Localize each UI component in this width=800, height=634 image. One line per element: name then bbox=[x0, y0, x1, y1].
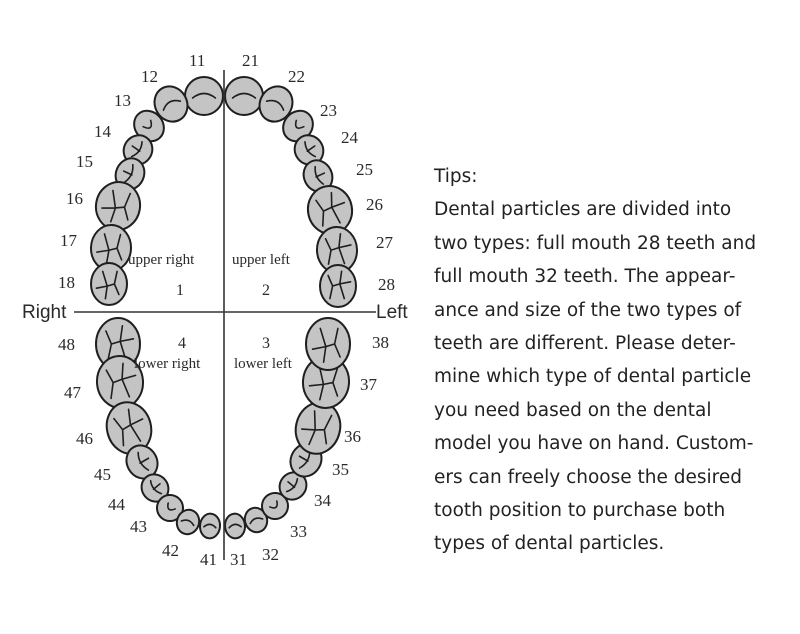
tips-line: tooth position to purchase both bbox=[434, 500, 726, 522]
right-side-label: Right bbox=[22, 302, 67, 323]
quadrant-upper-left-label: upper left bbox=[232, 252, 290, 268]
quadrant-4-number: 4 bbox=[178, 335, 186, 352]
tooth-number-46: 46 bbox=[76, 429, 93, 448]
tooth-number-26: 26 bbox=[366, 195, 383, 214]
tooth-number-28: 28 bbox=[378, 275, 395, 294]
tooth-number-37: 37 bbox=[360, 375, 377, 394]
tooth-number-16: 16 bbox=[66, 189, 83, 208]
tooth-number-31: 31 bbox=[230, 550, 247, 569]
quadrant-lower-right-label: lower right bbox=[134, 356, 201, 372]
left-side-label: Left bbox=[376, 302, 408, 323]
tooth-number-27: 27 bbox=[376, 233, 393, 252]
tips-line: teeth are different. Please deter- bbox=[434, 333, 736, 355]
tooth-41 bbox=[199, 513, 221, 539]
tooth-number-24: 24 bbox=[341, 128, 358, 147]
tooth-18 bbox=[91, 263, 127, 305]
tooth-number-25: 25 bbox=[356, 160, 373, 179]
quadrant-3-number: 3 bbox=[262, 335, 270, 352]
tips-line: you need based on the dental bbox=[434, 399, 712, 421]
tooth-number-11: 11 bbox=[189, 51, 206, 70]
tooth-21 bbox=[225, 77, 263, 115]
tooth-11 bbox=[185, 77, 223, 115]
tooth-number-44: 44 bbox=[108, 495, 125, 514]
quadrant-upper-right-label: upper right bbox=[128, 252, 195, 268]
tooth-number-13: 13 bbox=[114, 91, 131, 110]
quadrant-2-number: 2 bbox=[262, 282, 270, 299]
tooth-number-23: 23 bbox=[320, 101, 337, 120]
tips-line: ers can freely choose the desired bbox=[434, 466, 742, 488]
tooth-number-35: 35 bbox=[332, 460, 349, 479]
tips-line: two types: full mouth 28 teeth and bbox=[434, 232, 757, 254]
tooth-number-43: 43 bbox=[130, 517, 147, 536]
tooth-number-32: 32 bbox=[262, 545, 279, 564]
tooth-38 bbox=[306, 318, 350, 370]
tooth-number-45: 45 bbox=[94, 465, 111, 484]
tips-line: Dental particles are divided into bbox=[434, 199, 732, 221]
tooth-number-41: 41 bbox=[200, 550, 217, 569]
tooth-number-42: 42 bbox=[162, 541, 179, 560]
tooth-number-48: 48 bbox=[58, 335, 75, 354]
tips-line: mine which type of dental particle bbox=[434, 366, 752, 388]
tooth-number-36: 36 bbox=[344, 427, 361, 446]
tips-line: model you have on hand. Custom- bbox=[434, 433, 754, 455]
tooth-number-18: 18 bbox=[58, 273, 75, 292]
quadrant-lower-left-label: lower left bbox=[234, 356, 292, 372]
tooth-31 bbox=[224, 513, 246, 539]
quadrant-1-number: 1 bbox=[176, 282, 184, 299]
tooth-number-15: 15 bbox=[76, 152, 93, 171]
tooth-number-17: 17 bbox=[60, 231, 77, 250]
tips-line: types of dental particles. bbox=[434, 533, 665, 555]
tooth-number-34: 34 bbox=[314, 491, 331, 510]
tooth-number-14: 14 bbox=[94, 122, 111, 141]
tips-panel bbox=[434, 160, 784, 561]
tooth-28 bbox=[320, 265, 356, 307]
tips-line: full mouth 32 teeth. The appear- bbox=[434, 266, 736, 288]
tooth-number-22: 22 bbox=[288, 67, 305, 86]
tooth-number-33: 33 bbox=[290, 522, 307, 541]
tooth-number-12: 12 bbox=[141, 67, 158, 86]
tooth-number-47: 47 bbox=[64, 383, 81, 402]
tooth-number-38: 38 bbox=[372, 333, 389, 352]
tips-line: ance and size of the two types of bbox=[434, 299, 742, 321]
tips-title: Tips: bbox=[434, 166, 478, 187]
tooth-number-21: 21 bbox=[242, 51, 259, 70]
